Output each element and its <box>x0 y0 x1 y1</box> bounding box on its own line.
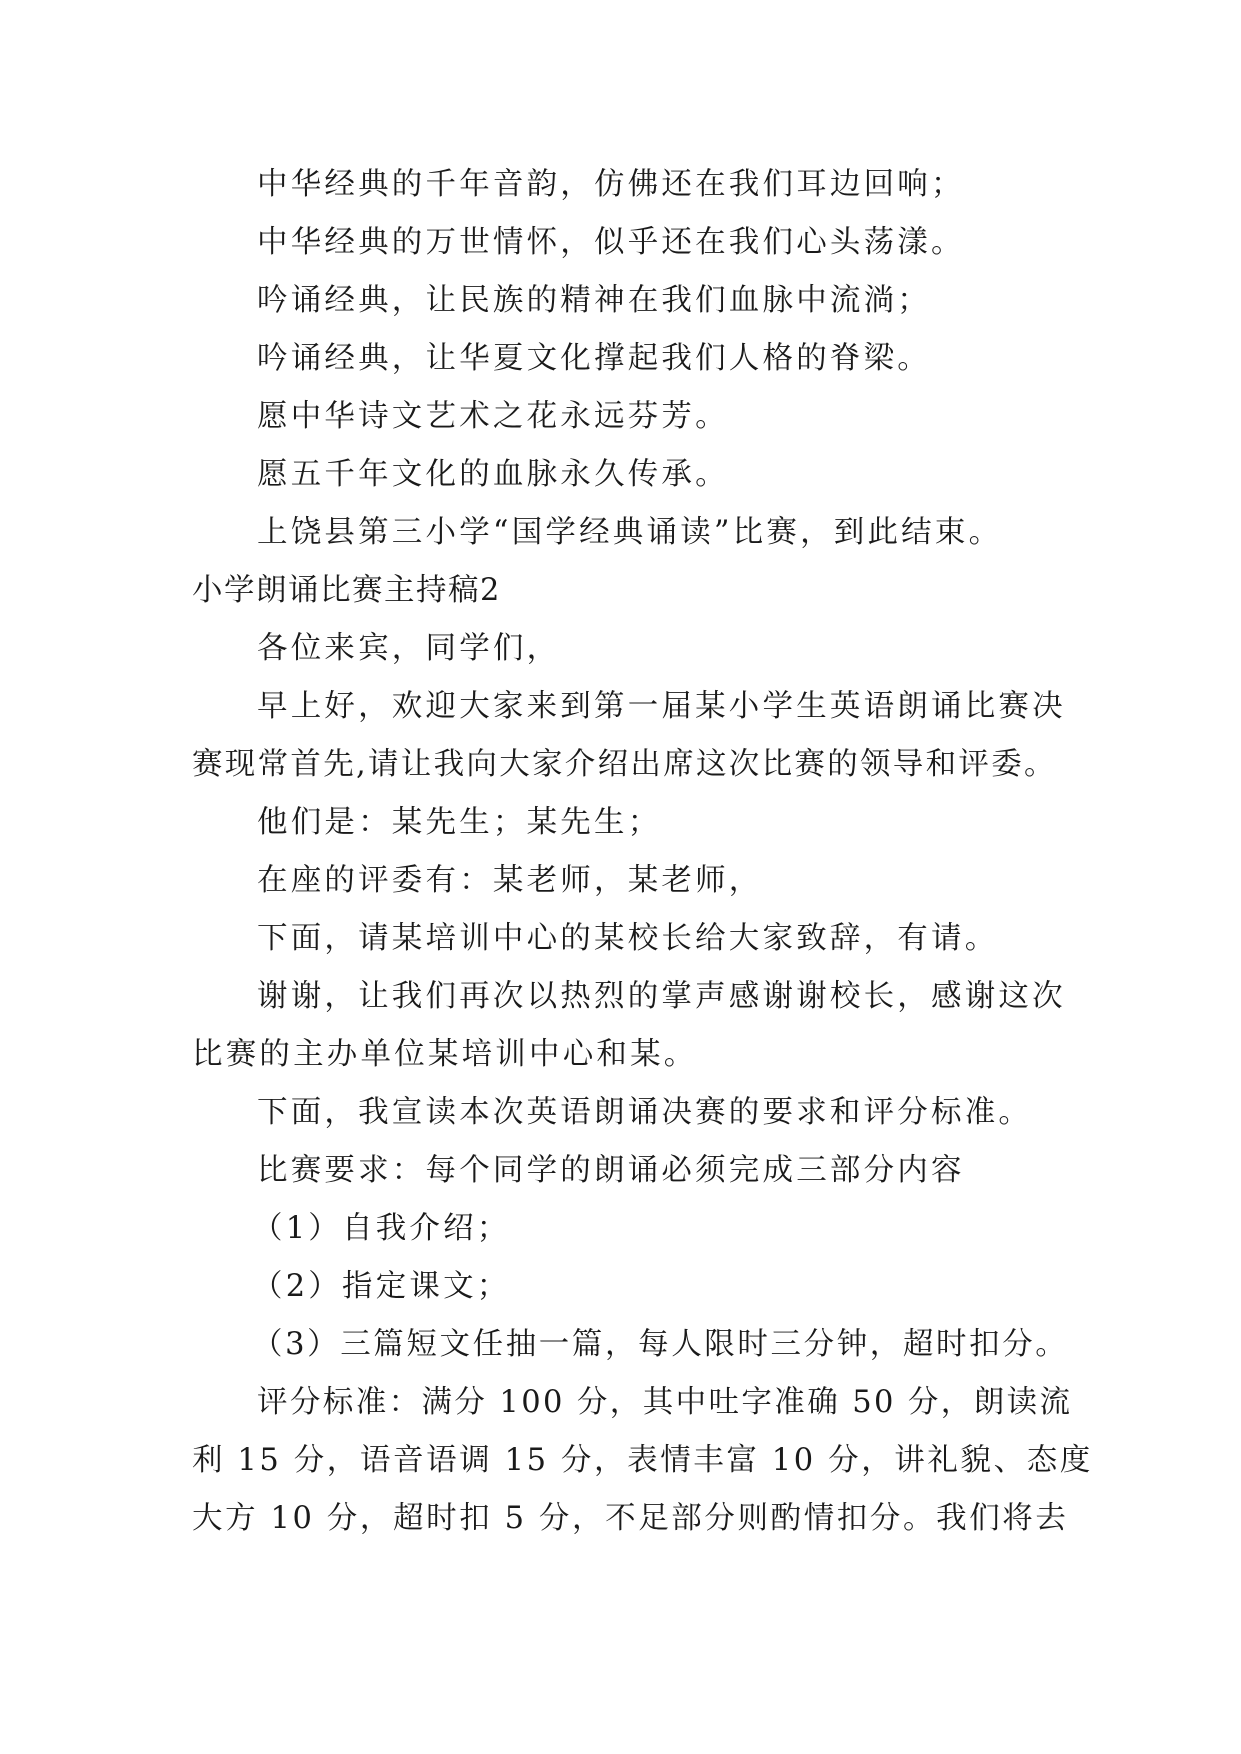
text-line: 评分标准：满分 100 分，其中吐字准确 50 分，朗读流 <box>257 1385 1073 1420</box>
text-line: 比赛的主办单位某培训中心和某。 <box>192 1037 698 1072</box>
text-line: 早上好，欢迎大家来到第一届某小学生英语朗诵比赛决 <box>257 689 1066 724</box>
list-item: （2）指定课文； <box>252 1269 511 1304</box>
text-line: 愿五千年文化的血脉永久传承。 <box>257 457 729 492</box>
text-line: 各位来宾，同学们， <box>257 631 561 666</box>
text-line: 愿中华诗文艺术之花永远芬芳。 <box>257 399 729 434</box>
text-line: 大方 10 分，超时扣 5 分，不足部分则酌情扣分。我们将去 <box>192 1501 1069 1536</box>
text-line: 比赛要求：每个同学的朗诵必须完成三部分内容 <box>257 1153 965 1188</box>
text-line: 谢谢，让我们再次以热烈的掌声感谢谢校长，感谢这次 <box>257 979 1066 1014</box>
text-line: 吟诵经典，让民族的精神在我们血脉中流淌； <box>257 283 931 318</box>
text-line: 中华经典的万世情怀，似乎还在我们心头荡漾。 <box>257 225 965 260</box>
text-line: 在座的评委有：某老师，某老师， <box>257 863 763 898</box>
text-line: 下面，我宣读本次英语朗诵决赛的要求和评分标准。 <box>257 1095 1033 1130</box>
section-heading: 小学朗诵比赛主持稿2 <box>192 573 501 608</box>
text-line: 吟诵经典，让华夏文化撑起我们人格的脊梁。 <box>257 341 931 376</box>
text-line: 上饶县第三小学“国学经典诵读”比赛，到此结束。 <box>257 515 1003 550</box>
list-item: （1）自我介绍； <box>252 1211 511 1246</box>
text-line: 利 15 分，语音语调 15 分，表情丰富 10 分，讲礼貌、态度 <box>192 1443 1093 1478</box>
list-item: （3）三篇短文任抽一篇，每人限时三分钟，超时扣分。 <box>252 1327 1069 1362</box>
text-line: 赛现常首先,请让我向大家介绍出席这次比赛的领导和评委。 <box>192 747 1057 782</box>
text-line: 下面，请某培训中心的某校长给大家致辞，有请。 <box>257 921 999 956</box>
text-line: 他们是：某先生；某先生； <box>257 805 662 840</box>
text-line: 中华经典的千年音韵，仿佛还在我们耳边回响； <box>257 167 965 202</box>
